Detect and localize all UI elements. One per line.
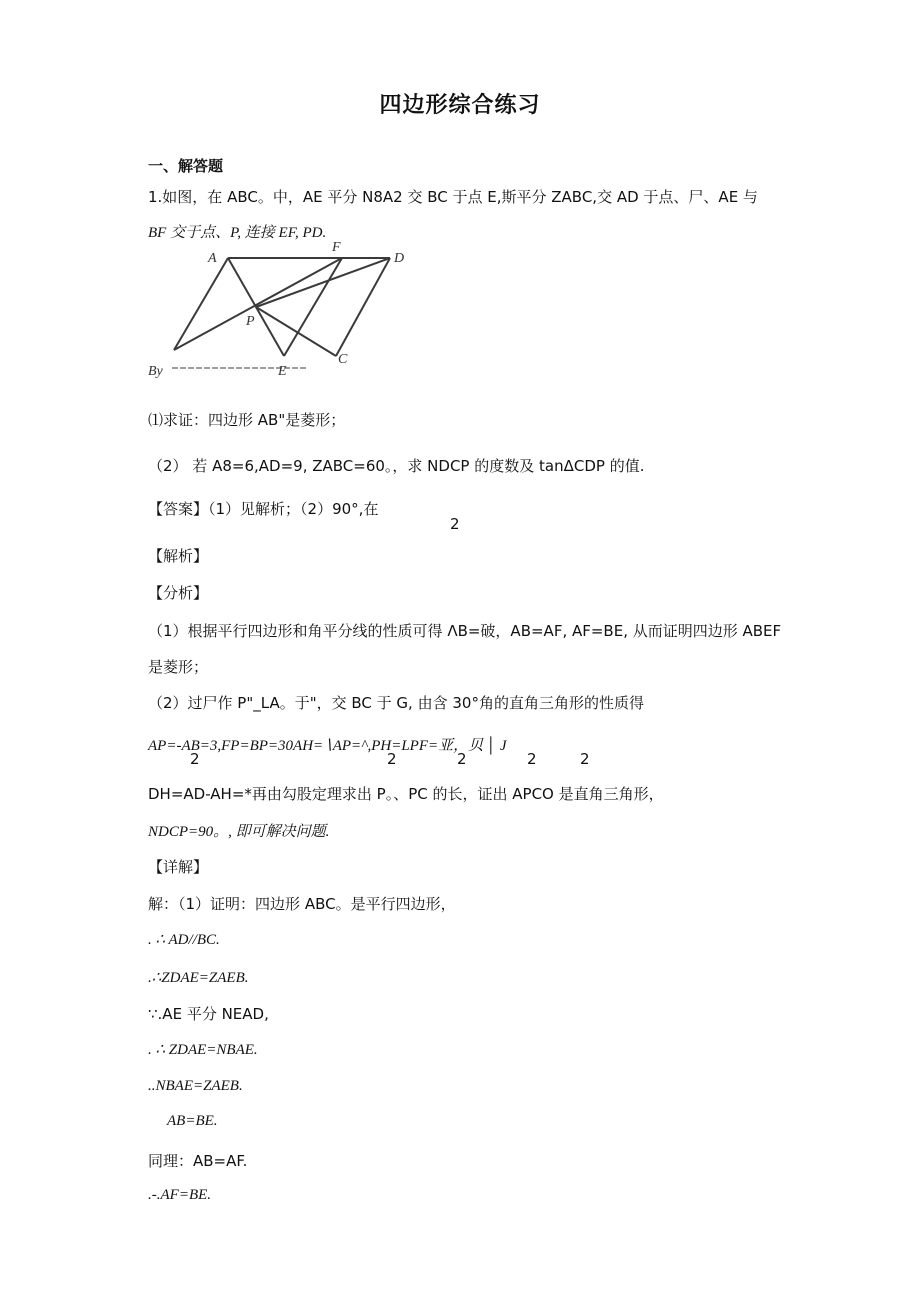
label-A: A [208,251,217,266]
fenxi-line-3-sub-1: 2 [190,750,200,768]
answer-subscript: 2 [450,515,460,533]
parallelogram-figure [148,218,423,378]
fenxi-line-3-sub-4: 2 [527,750,537,768]
solution-line-4: ∵.AE 平分 NEAD, [148,1005,269,1023]
answer-line: 【答案】（1）见解析；（2）90°,在 [148,500,379,518]
segment-PD [256,258,390,307]
label-D: D [394,251,405,266]
analysis-heading: 【解析】 [148,547,209,565]
label-P: P [246,314,255,329]
fenxi-line-4: DH=AD-AH=*再由勾股定理求出 P。、PC 的长，证出 APCO 是直角三角形， [148,785,664,803]
section-heading: 一、解答题 [148,157,224,175]
solution-line-9: .-.AF=BE. [148,1187,212,1203]
solution-line-6: ..NBAE=ZAEB. [148,1078,243,1094]
fenxi-line-3: AP=-AB=3,FP=BP=30AH=∖AP=^,PH=LPF=亚，贝 │ J [148,738,507,754]
label-E: E [278,364,287,378]
figure-lines [172,258,390,368]
question-1-part-2: （2） 若 A8=6,AD=9, ZABC=60。，求 NDCP 的度数及 tanΔCDP 的值. [148,457,645,475]
question-1-line-1: 1.如图，在 ABC。中，AE 平分 N8A2 交 BC 于点 E,斯平分 ZABC,交 AD 于点、尸、AE 与 [148,188,758,206]
label-B: By [148,364,163,378]
fenxi-line-3-sub-5: 2 [580,750,590,768]
fenxi-line-3-sub-3: 2 [457,750,467,768]
fenxi-line-3-sub-2: 2 [387,750,397,768]
fenxi-line-1: （1）根据平行四边形和角平分线的性质可得 ΛB=破，AB=AF, AF=BE, 从而证明四边形 ABEF [148,622,782,640]
fenxi-line-5: NDCP=90。, 即可解决问题. [148,824,330,840]
fenxi-line-2: （2）过尸作 P"_LA。于"，交 BC 于 G, 由含 30°角的直角三角形的性质得 [148,694,644,712]
detail-heading: 【详解】 [148,858,209,876]
question-1-line-2: BF 交于点、P, 连接 EF, PD. [148,225,327,241]
page-title: 四边形综合练习 [379,93,541,118]
solution-line-3: .∴ZDAE=ZAEB. [148,970,249,986]
solution-line-2: . ∴ AD//BC. [148,932,220,948]
question-1-part-1: ⑴求证：四边形 AB"是菱形； [148,411,346,429]
label-F: F [332,240,341,255]
fenxi-line-1b: 是菱形； [148,658,209,676]
solution-line-5: . ∴ ZDAE=NBAE. [148,1042,258,1058]
segment-DC [336,258,390,356]
solution-line-8: 同理：AB=AF. [148,1152,248,1170]
fenxi-heading: 【分析】 [148,584,209,602]
label-C: C [338,352,348,367]
segment-PC [256,307,336,356]
solution-line-1: 解：（1）证明：四边形 ABC。是平行四边形， [148,895,456,913]
solution-line-7: AB=BE. [167,1113,218,1129]
segment-BF [174,258,342,350]
